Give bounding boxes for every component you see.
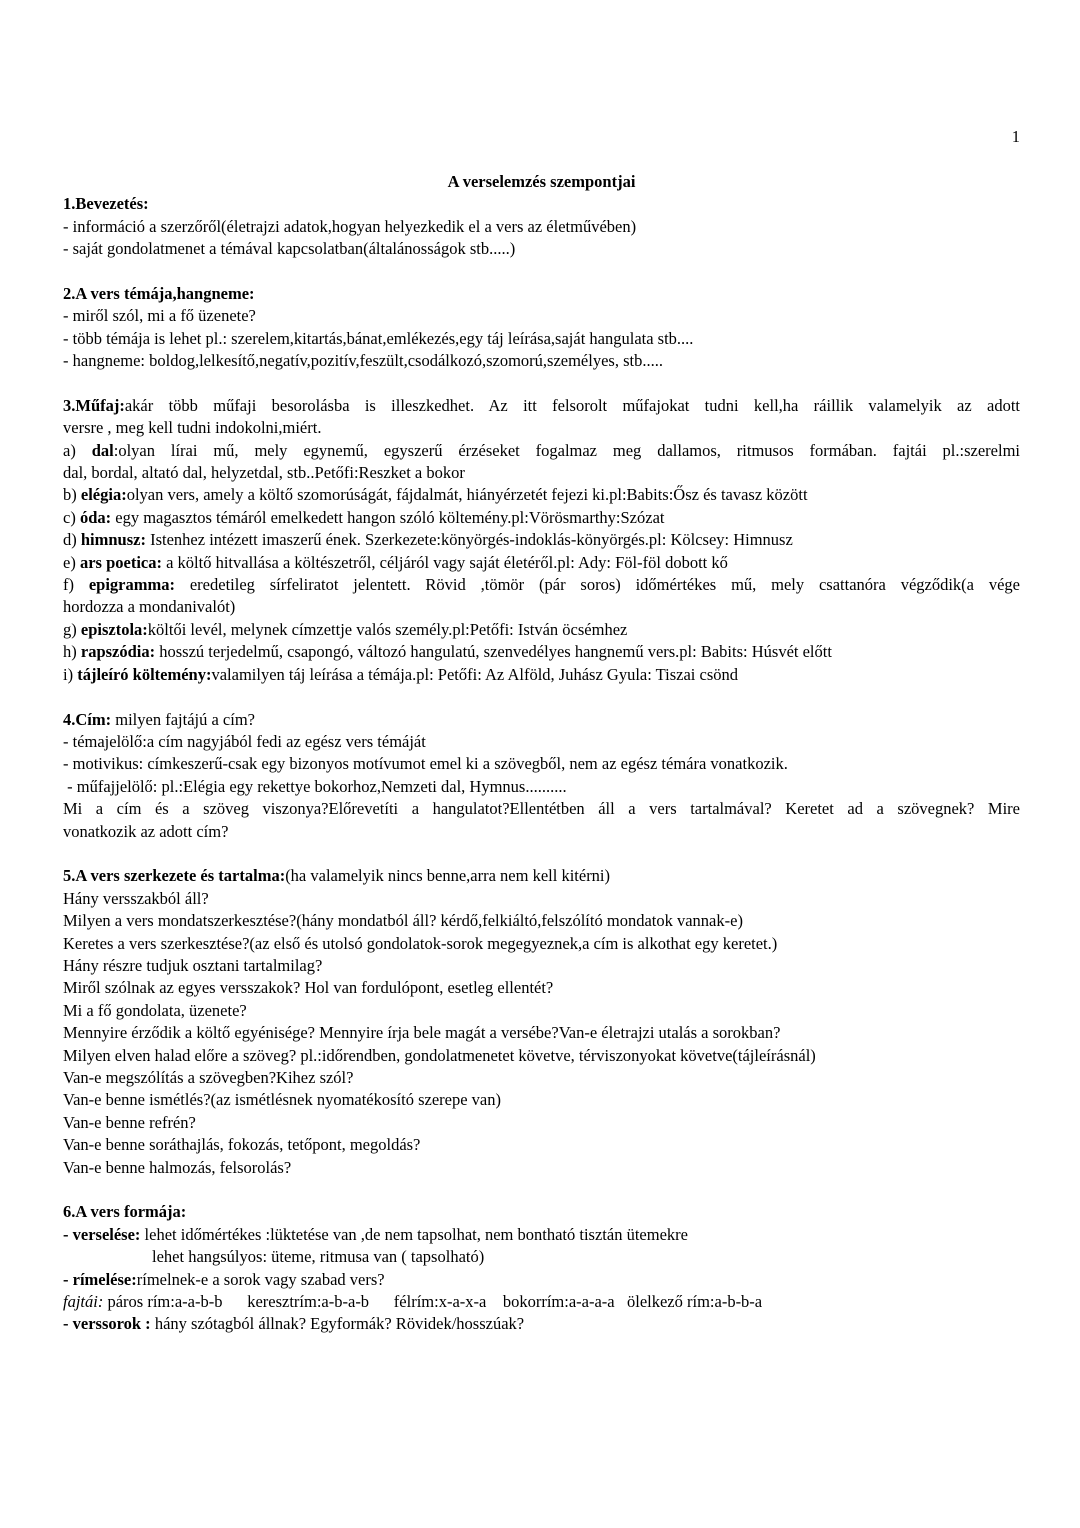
bold-text: 6.A vers formája:	[63, 1202, 187, 1222]
bold-text: rapszódia:	[80, 642, 156, 662]
text-line	[63, 462, 1020, 484]
regular-text: e)	[63, 552, 80, 572]
bold-text: 3.Műfaj:	[63, 395, 125, 415]
text-line	[63, 1291, 1020, 1313]
regular-text: f)	[63, 575, 89, 595]
regular-text: Istenhez intézett imaszerű ének. Szerkezete:könyörgés-indoklás-könyörgés.pl: Kölcsey: Himnusz	[145, 530, 793, 550]
section-heading	[63, 1201, 1020, 1223]
text-line	[63, 619, 1020, 641]
bold-text: elégia:	[80, 485, 127, 505]
text-line	[63, 821, 1020, 843]
regular-text: Milyen elven halad előre a szöveg? pl.:időrendben, gondolatmenetet követve, térviszonyokat követve(tájleírásnál)	[63, 1045, 816, 1065]
text-line	[63, 1157, 1020, 1179]
text-line	[63, 305, 1020, 327]
text-line	[63, 1224, 1020, 1246]
bold-text: óda:	[79, 507, 112, 527]
bold-text: himnusz:	[80, 530, 146, 550]
text-line	[63, 1313, 1020, 1335]
document-title: A verselemzés szempontjai	[447, 171, 636, 191]
text-line	[63, 731, 1020, 753]
bold-text: - verssorok :	[63, 1314, 151, 1334]
regular-text: - miről szól, mi a fő üzenete?	[63, 306, 256, 326]
regular-text: b)	[63, 485, 81, 505]
bold-text: - verselése:	[63, 1224, 141, 1244]
document-body	[63, 193, 1020, 1336]
text-line	[63, 1045, 1020, 1067]
text-line	[63, 798, 1020, 820]
regular-text: Milyen a vers mondatszerkesztése?(hány mondatból áll? kérdő,felkiáltó,felszólító mondatok vannak-e)	[63, 911, 743, 931]
text-line	[63, 1089, 1020, 1111]
text-line	[63, 596, 1020, 618]
text-line	[63, 753, 1020, 775]
regular-text: hány szótagból állnak? Egyformák? Rövidek/hosszúak?	[150, 1314, 525, 1334]
bold-text: ars poetica:	[79, 552, 162, 572]
regular-text: Mi a fő gondolata, üzenete?	[63, 1000, 247, 1020]
bold-text: epigramma:	[88, 575, 175, 595]
text-line	[63, 1067, 1020, 1089]
regular-text: Hány versszakból áll?	[63, 888, 209, 908]
blank-line	[63, 843, 1020, 865]
text-line	[63, 574, 1020, 596]
blank-line	[63, 148, 1020, 170]
text-line	[63, 350, 1020, 372]
section-heading	[63, 709, 1020, 731]
bold-text: 1.Bevezetés:	[63, 194, 149, 214]
section-heading	[63, 283, 1020, 305]
regular-text: - témajelölő:a cím nagyjából fedi az egész vers témáját	[63, 731, 426, 751]
regular-text: d)	[63, 530, 81, 550]
blank-line	[63, 1179, 1020, 1201]
regular-text: - több témája is lehet pl.: szerelem,kitartás,bánat,emlékezés,egy táj leírása,saját hangulata stb....	[63, 328, 694, 348]
regular-text: egy magasztos témáról emelkedett hangon szóló költemény.pl:Vörösmarthy:Szózat	[111, 507, 665, 527]
blank-line	[63, 260, 1020, 282]
regular-text: páros rím:a-a-b-b keresztrím:a-b-a-b félrím:x-a-x-a bokorrím:a-a-a-a ölelkező rím:a-b-b-a	[103, 1292, 763, 1312]
text-line	[63, 529, 1020, 551]
text-line	[63, 1269, 1020, 1291]
regular-text: akár több műfaji besorolásba is illeszkedhet. Az itt felsorolt műfajokat tudni kell,ha ráillik valamelyik az adott	[124, 395, 1020, 415]
regular-text: c)	[63, 507, 80, 527]
regular-text: versre , meg kell tudni indokolni,miért.	[63, 418, 322, 438]
regular-text: milyen fajtájú a cím?	[111, 709, 255, 729]
regular-text: hosszú terjedelmű, csapongó, változó hangulatú, szenvedélyes hangnemű vers.pl: Babits: Húsvét előtt	[155, 642, 832, 662]
regular-text: valamilyen táj leírása a témája.pl: Petőfi: Az Alföld, Juhász Gyula: Tiszai csönd	[211, 664, 738, 684]
text-line	[63, 484, 1020, 506]
text-line	[63, 328, 1020, 350]
regular-text: h)	[63, 642, 81, 662]
text-line	[63, 1134, 1020, 1156]
bold-text: tájleíró költemény:	[77, 664, 212, 684]
blank-line	[63, 372, 1020, 394]
regular-text: Hány részre tudjuk osztani tartalmilag?	[63, 955, 323, 975]
italic-text: fajtái:	[63, 1292, 104, 1312]
text-line	[63, 776, 1020, 798]
regular-text: Van-e megszólítás a szövegben?Kihez szól?	[63, 1067, 354, 1087]
regular-text: dal, bordal, altató dal, helyzetdal, stb..Petőfi:Reszket a bokor	[63, 463, 465, 483]
regular-text: rímelnek-e a sorok vagy szabad vers?	[136, 1269, 385, 1289]
text-line	[63, 238, 1020, 260]
text-line	[63, 1112, 1020, 1134]
text-line	[63, 641, 1020, 663]
regular-text: g)	[63, 619, 81, 639]
text-line	[63, 1000, 1020, 1022]
regular-text: - információ a szerzőről(életrajzi adatok,hogyan helyezkedik el a vers az életművében)	[63, 216, 637, 236]
regular-text: Van-e benne refrén?	[63, 1112, 196, 1132]
regular-text: lehet időmértékes :lüktetése van ,de nem tapsolhat, nem bontható tisztán ütemekre	[140, 1224, 688, 1244]
text-line	[63, 933, 1020, 955]
regular-text: hordozza a mondanivalót)	[63, 597, 236, 617]
regular-text: eredetileg sírfeliratot jelentett. Rövid ,tömör (pár soros) időmértékes mű, mely csattanóra végződik(a vége	[175, 575, 1020, 595]
regular-text: i)	[63, 664, 78, 684]
blank-line	[63, 686, 1020, 708]
bold-text: 5.A vers szerkezete és tartalma:	[63, 866, 286, 886]
text-line	[63, 440, 1020, 462]
regular-text: - saját gondolatmenet a témával kapcsolatban(általánosságok stb.....)	[63, 239, 516, 259]
bold-text: episztola:	[80, 619, 148, 639]
bold-text: 2.A vers témája,hangneme:	[63, 283, 255, 303]
regular-text: Mennyire érződik a költő egyénisége? Mennyire írja bele magát a versébe?Van-e életrajzi utalás a sorokban?	[63, 1023, 781, 1043]
regular-text: Van-e benne soráthajlás, fokozás, tetőpont, megoldás?	[63, 1135, 421, 1155]
section-heading	[63, 193, 1020, 215]
text-line	[63, 910, 1020, 932]
section-heading	[63, 865, 1020, 887]
regular-text: Miről szólnak az egyes versszakok? Hol van fordulópont, esetleg ellentét?	[63, 978, 554, 998]
page-number: 1	[1011, 127, 1020, 146]
bold-text: - rímelése:	[63, 1269, 137, 1289]
regular-text: Van-e benne ismétlés?(az ismétlésnek nyomatékosító szerepe van)	[63, 1090, 501, 1110]
section-heading	[63, 395, 1020, 417]
regular-text: költői levél, melynek címzettje valós személy.pl:Petőfi: István öcsémhez	[147, 619, 628, 639]
regular-text: vonatkozik az adott cím?	[63, 821, 229, 841]
bold-text: dal	[91, 440, 114, 460]
regular-text: - motivikus: címkeszerű-csak egy bizonyos motívumot emel ki a szövegből, nem az egész témára vonatkozik.	[63, 754, 788, 774]
text-line	[63, 664, 1020, 686]
regular-text: olyan vers, amely a költő szomorúságát, fájdalmát, hiányérzetét fejezi ki.pl:Babits:Ősz és tavasz között	[126, 485, 808, 505]
regular-text: lehet hangsúlyos: üteme, ritmusa van ( tapsolható)	[152, 1247, 485, 1267]
regular-text: - hangneme: boldog,lelkesítő,negatív,pozitív,feszült,csodálkozó,szomorú,személyes, stb.....	[63, 351, 663, 371]
text-line	[63, 955, 1020, 977]
regular-text: - műfajjelölő: pl.:Elégia egy rekettye bokorhoz,Nemzeti dal, Hymnus..........	[63, 776, 567, 796]
regular-text: Van-e benne halmozás, felsorolás?	[63, 1157, 292, 1177]
regular-text: a költő hitvallása a költészetről, céljáról vagy saját életéről.pl: Ady: Föl-föl dobott kő	[161, 552, 728, 572]
text-line	[63, 1022, 1020, 1044]
regular-text: Keretes a vers szerkesztése?(az első és utolsó gondolatok-sorok megegyeznek,a cím is alkothat egy keretet.)	[63, 933, 778, 953]
text-line	[63, 1246, 1020, 1268]
bold-text: 4.Cím:	[63, 709, 112, 729]
text-line	[63, 977, 1020, 999]
text-line	[63, 216, 1020, 238]
regular-text: :olyan lírai mű, mely egynemű, egyszerű érzéseket fogalmaz meg dallamos, ritmusos formában. fajtái pl.:szerelmi	[113, 440, 1020, 460]
text-line	[63, 888, 1020, 910]
text-line	[63, 507, 1020, 529]
regular-text: Mi a cím és a szöveg viszonya?Előrevetíti a hangulatot?Ellentétben áll a vers tartalmával? Keretet ad a szövegnek? Mire	[63, 799, 1020, 819]
regular-text: a)	[63, 440, 92, 460]
text-line	[63, 417, 1020, 439]
regular-text: (ha valamelyik nincs benne,arra nem kell kitérni)	[285, 866, 611, 886]
text-line	[63, 552, 1020, 574]
